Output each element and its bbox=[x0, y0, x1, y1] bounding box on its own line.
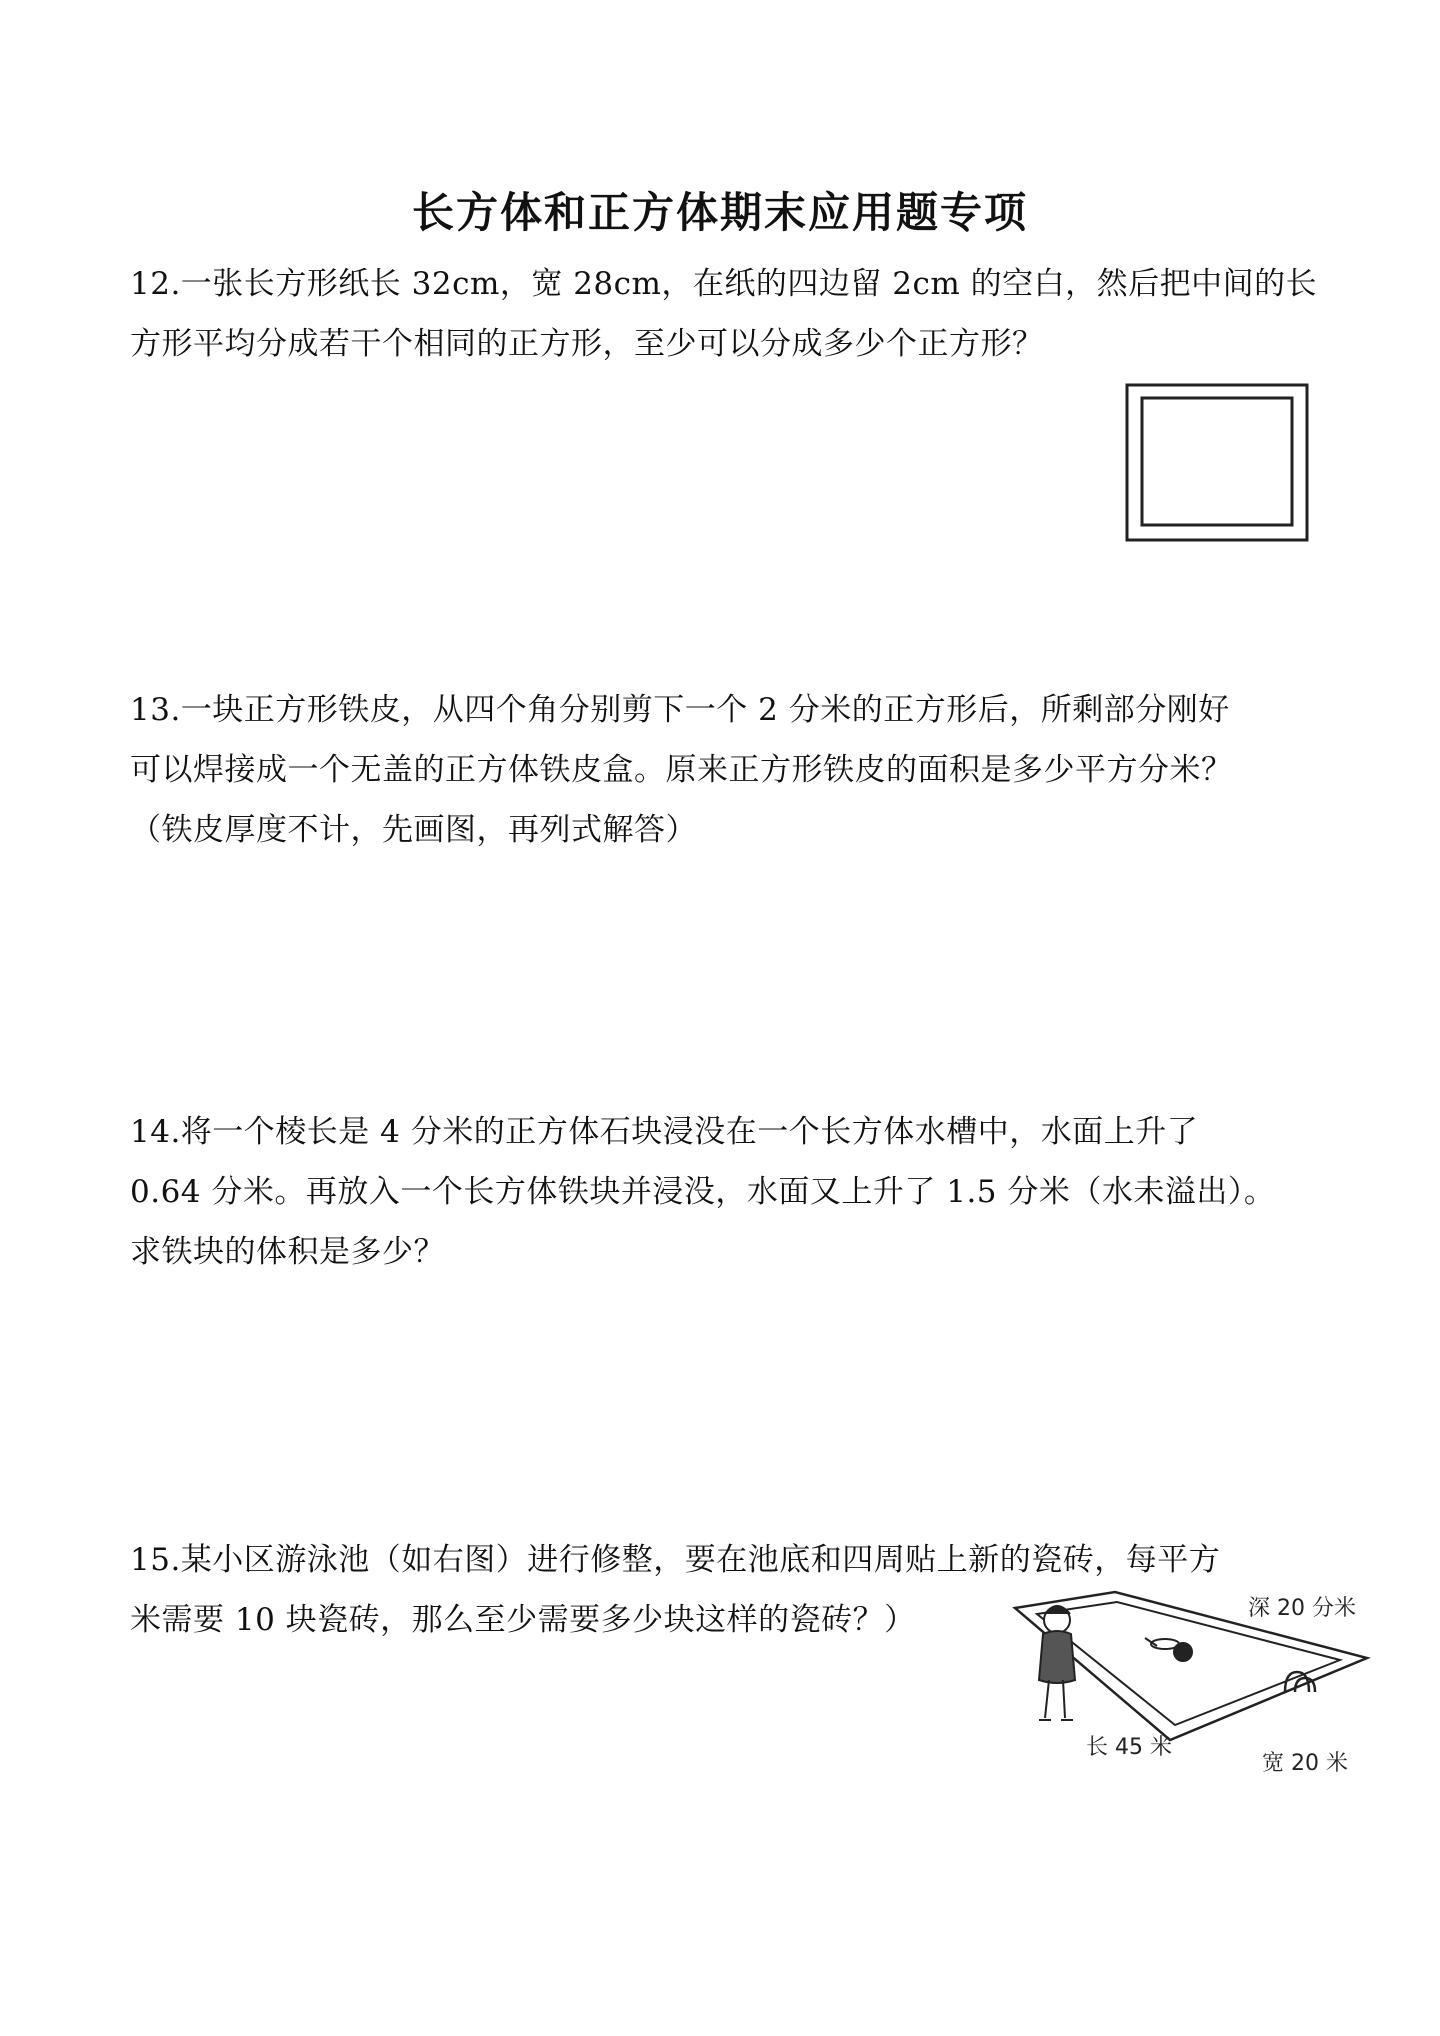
problem-text-line: 14.将一个棱长是 4 分米的正方体石块浸没在一个长方体水槽中，水面上升了 bbox=[130, 1114, 1199, 1150]
problem-text-line: （铁皮厚度不计，先画图，再列式解答） bbox=[130, 812, 697, 848]
page-title: 长方体和正方体期末应用题专项 bbox=[411, 188, 1028, 237]
paper-inner-rect bbox=[1142, 398, 1292, 525]
problem-text-line: 13.一块正方形铁皮，从四个角分别剪下一个 2 分米的正方形后，所剩部分刚好 bbox=[130, 692, 1230, 728]
problem-13 bbox=[130, 680, 1320, 860]
problem-14 bbox=[130, 1102, 1320, 1282]
pool-width-label: 宽 20 米 bbox=[1262, 1751, 1348, 1776]
problem-text-line: 米需要 10 块瓷砖，那么至少需要多少块这样的瓷砖？） bbox=[130, 1602, 916, 1638]
paper-border-figure bbox=[1125, 383, 1310, 543]
problem-12 bbox=[130, 254, 1320, 374]
child-figure bbox=[1039, 1606, 1075, 1720]
paper-outer-rect bbox=[1127, 385, 1307, 540]
problem-text-line: 求铁块的体积是多少？ bbox=[130, 1234, 445, 1270]
problem-text-line: 12.一张长方形纸长 32cm，宽 28cm，在纸的四边留 2cm 的空白，然后把中间的长 bbox=[130, 266, 1318, 302]
problem-text-line: 方形平均分成若干个相同的正方形，至少可以分成多少个正方形？ bbox=[130, 326, 1044, 362]
problem-text-line: 可以焊接成一个无盖的正方体铁皮盒。原来正方形铁皮的面积是多少平方分米？ bbox=[130, 752, 1233, 788]
pool-length-label: 长 45 米 bbox=[1086, 1735, 1172, 1760]
problem-text-line: 15.某小区游泳池（如右图）进行修整，要在池底和四周贴上新的瓷砖，每平方 bbox=[130, 1542, 1221, 1578]
swimmer-figure bbox=[1145, 1638, 1192, 1661]
problem-text-line: 0.64 分米。再放入一个长方体铁块并浸没，水面又上升了 1.5 分米（水未溢出）。 bbox=[130, 1174, 1276, 1210]
pool-depth-label: 深 20 分米 bbox=[1248, 1596, 1356, 1621]
